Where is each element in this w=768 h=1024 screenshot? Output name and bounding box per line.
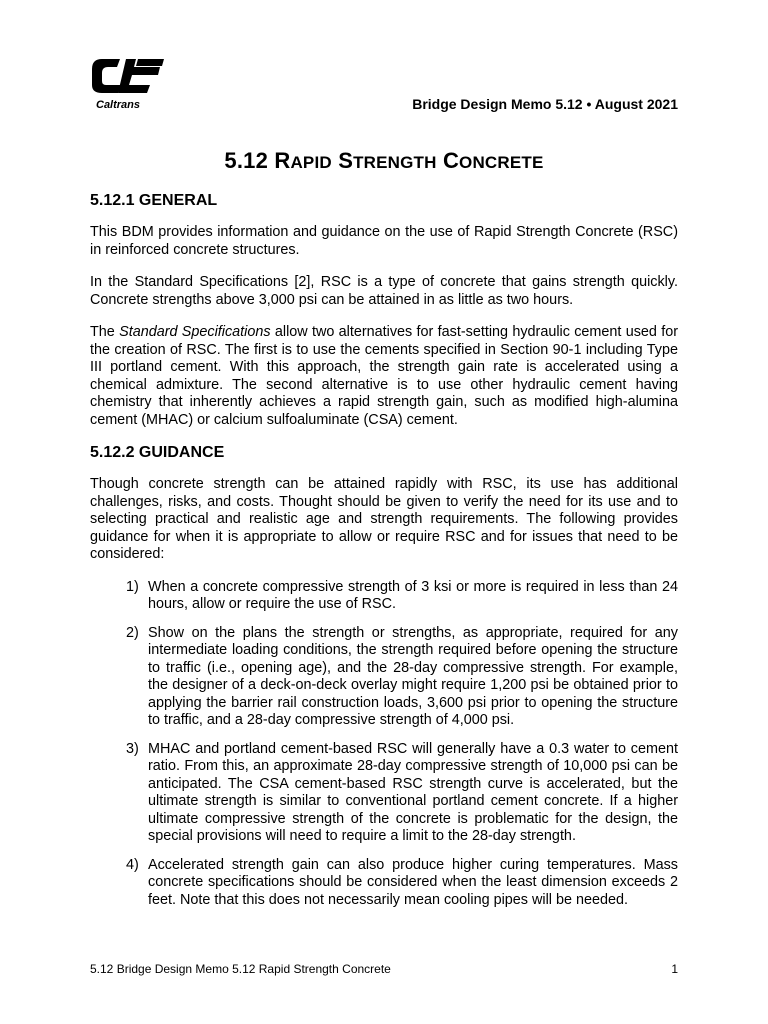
list-number: 2) [126,624,139,641]
paragraph: This BDM provides information and guidance on the use of Rapid Strength Concrete (RSC) in reinforced concrete structures. [90,224,678,258]
list-number: 1) [126,578,139,595]
title-word-2-rest: TRENGTH [353,153,437,172]
page-number: 1 [671,962,678,976]
section-heading-guidance: 5.12.2 GUIDANCE [90,444,225,461]
logo-t-top [136,59,164,66]
guidance-list [90,579,678,910]
list-item-text: Show on the plans the strength or strengths, as appropriate, required for any intermediate loading conditions, the strength required before opening the structure to traffic (i.e., opening age), and the 28-day compressive strength. For example, the designer of a deck-on-deck overlay might require 1,200 psi be obtained prior to applying the barrier rail construction loads, 3,600 psi prior to opening the structure to traffic, and a 28-day compressive strength of 4,000 psi. [148,624,678,728]
section-heading-general: 5.12.1 GENERAL [90,192,218,209]
list-item [90,625,678,730]
paragraph: Though concrete strength can be attained rapidly with RSC, its use has additional challenges, risks, and costs. Thought should be given to verify the need for its use and to selecting practical and realistic age and strength requirements. The following provides guidance for when it is appropriate to allow or require RSC and for issues that need to be considered: [90,476,678,562]
list-item-text: MHAC and portland cement-based RSC will generally have a 0.3 water to cement ratio. From this, an approximate 28-day compressive strength of 10,000 psi can be anticipated. The CSA cement-based RSC strength curve is accelerated, but the ultimate strength is similar to conventional portland cement concrete. If a higher ultimate compressive strength of the concrete is problematic for the design, the special provisions will need to require a limit to the 28-day strength. [148,740,678,844]
paragraph [90,324,678,429]
caltrans-logo [90,55,166,113]
list-item-text: Accelerated strength gain can also produce higher curing temperatures. Mass concrete specifications should be considered when the least dimension exceeds 2 feet. Note that this does not necessarily mean cooling pipes will be needed. [148,856,678,908]
title-number: 5.12 [224,148,275,173]
list-item [90,579,678,614]
title-word-2-initial: S [338,148,354,173]
text-run: allow two alternatives for fast-setting hydraulic cement used for the creation of RSC. The first is to use the cements specified in Section 90-1 including Type III portland cement. With this approach, the strength gain rate is accelerated using a chemical admixture. The second alternative is to use other hydraulic cement having chemistry that inherently achieves a rapid strength gain, such as modified high-alumina cement (MHAC) or calcium sulfoaluminate (CSA) cement. [90,324,678,428]
title-word-3-initial: C [442,148,460,173]
list-item-text: When a concrete compressive strength of 3 ksi or more is required in less than 24 hours, allow or require the use of RSC. [148,578,678,612]
page-title [90,148,678,174]
footer-title: 5.12 Bridge Design Memo 5.12 Rapid Strength Concrete [90,962,391,976]
list-number: 4) [126,856,139,873]
paragraph: In the Standard Specifications [2], RSC is a type of concrete that gains strength quickly. Concrete strengths above 3,000 psi can be attained in as little as two hours. [90,274,678,308]
list-item [90,857,678,910]
list-item [90,741,678,846]
document-body [90,148,678,920]
memo-header-line: Bridge Design Memo 5.12 • August 2021 [412,96,678,112]
text-run: The [90,324,120,340]
title-word-3-rest: ONCRETE [459,153,544,172]
list-number: 3) [126,740,139,757]
logo-c-shape [92,59,121,93]
title-word-1-initial: R [274,148,291,173]
logo-wordmark: Caltrans [96,99,141,111]
italic-text: Standard Specifications [119,324,271,340]
title-word-1-rest: APID [290,153,332,172]
